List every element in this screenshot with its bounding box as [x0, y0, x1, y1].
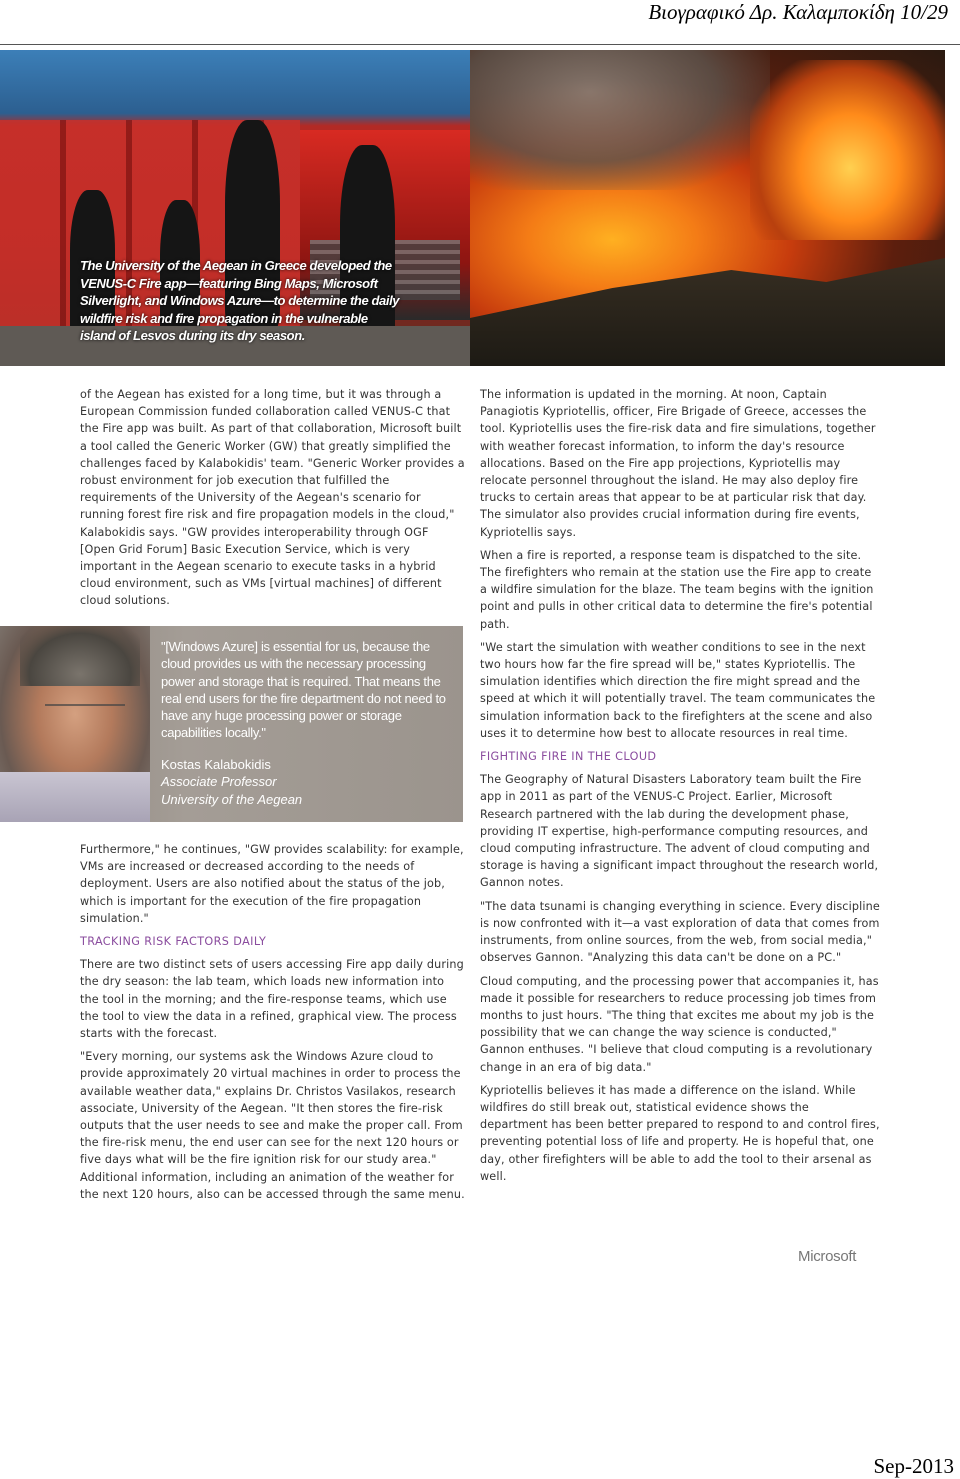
page-header: Βιογραφικό Δρ. Καλαμποκίδη 10/29: [648, 0, 948, 24]
left-column-top: [80, 386, 465, 616]
footer-date: Sep-2013: [873, 1454, 954, 1478]
paragraph: Cloud computing, and the processing power that accompanies it, has made it possible for researchers to reduce processing job times from months to just hours. "The thing that excites me about my job is the possibility that we can change the way science is conducted," Gannon enthuses. "I believe that cloud computing is a revolutionary change in an era of big data.": [480, 974, 879, 1074]
paragraph: The Geography of Natural Disasters Laboratory team built the Fire app in 2011 as part of the VENUS-C Project. Earlier, Microsoft Research partnered with the lab during the development phase, providing IT expertise, high-performance computing resources, and cloud computing infrastructure. The advent of cloud computing and storage is having a significant impact throughout the research world, Gannon notes.: [480, 773, 879, 890]
section-heading: FIGHTING FIRE IN THE CLOUD: [480, 750, 657, 764]
pull-quote: [0, 626, 463, 822]
section-heading: TRACKING RISK FACTORS DAILY: [80, 935, 267, 949]
quote-title: Associate Professor: [161, 774, 277, 790]
paragraph: "We start the simulation with weather conditions to see in the next two hours how far the fire spread will be," states Kypriotellis. The simulation identifies which direction the fire might spread and the speed at which it will potentially travel. The team communicates the simulation information back to the firefighters at the scene and also uses it to determine how best to allocate resources in real time.: [480, 640, 876, 740]
paragraph: of the Aegean has existed for a long time, but it was through a European Commission funded collaboration called VENUS-C that the Fire app was built. As part of that collaboration, Microsoft built a tool called the Generic Worker (GW) that greatly simplified the challenges faced by Kalabokidis' team. "Generic Worker provides a robust environment for job execution that fulfilled the requirements of the University of the Aegean's scenario for running forest fire risk and fire propagation models in the cloud," Kalabokidis says. "GW provides interoperability through OGF [Open Grid Forum] Basic Execution Service, which is very important in the Aegean scenario to execute tasks in a hybrid cloud environment, such as VMs [virtual machines] of different cloud solutions.: [80, 388, 465, 608]
paragraph: When a fire is reported, a response team is dispatched to the site. The firefighters who remain at the station use the Fire app to create a wildfire simulation for the blaze. The team begins with the ignition point and pulls in other critical data to determine the fire's potential path.: [480, 548, 874, 631]
quote-name: Kostas Kalabokidis: [161, 757, 271, 772]
right-column: [480, 386, 880, 1191]
hillside: [470, 246, 945, 366]
paragraph: Furthermore," he continues, "GW provides scalability: for example, VMs are increased or decreased according to the needs of deployment. Users are also notified about the status of the job, which is important for the execution of the fire propagation simulation.": [80, 843, 464, 925]
quote-attribution: [161, 756, 451, 808]
quote-text: "[Windows Azure] is essential for us, because the cloud provides us with the necessary processing power and storage that is required. That means the real end users for the fire department do not need to have any huge processing power or storage capabilities locally.": [161, 639, 446, 741]
microsoft-logo: Microsoft: [798, 1248, 857, 1265]
paragraph: Kypriotellis believes it has made a difference on the island. While wildfires do still break out, statistical evidence shows the department has been better prepared to respond to and control fires, preventing potential loss of life and property. He is hopeful that, one day, other firefighters will be able to add the tool to their arsenal as well.: [480, 1083, 880, 1183]
paragraph: "The data tsunami is changing everything in science. Every discipline is now confronted with it—a vast exploration of data that comes from instruments, from online sources, from the web, from social media," observes Gannon. "Analyzing this data can't be done on a PC.": [480, 899, 880, 965]
smoke: [470, 50, 770, 190]
hair: [20, 626, 140, 686]
shirt: [0, 772, 150, 822]
photo-caption: The University of the Aegean in Greece developed the VENUS-C Fire app—featuring Bing Maps, Microsoft Silverlight, and Windows Azure—to determine the daily wildfire risk and fire propagation in the vulnerable island of Lesvos during its dry season.: [80, 258, 400, 343]
paragraph: "Every morning, our systems ask the Windows Azure cloud to provide approximately 20 virtual machines in order to process the available weather data," explains Dr. Christos Vasilakos, research associate, University of the Aegean. "It then stores the fire-risk outputs that the user needs to see and make the proper call. From the fire-risk menu, the end user can see for the next 120 hours or five days what will be the fire ignition risk for our study area." Additional information, including an animation of the weather for the next 120 hours, also can be accessed through the same menu.: [80, 1050, 465, 1201]
paragraph: There are two distinct sets of users accessing Fire app daily during the dry season: the lab team, which loads new information into the tool in the morning; and the fire-response teams, which use the tool to view the data in a refined, graphical view. The process starts with the forecast.: [80, 958, 464, 1041]
header-divider: [0, 44, 960, 45]
quote-org: University of the Aegean: [161, 791, 303, 807]
portrait-photo: [0, 626, 150, 822]
firefighters-photo: [0, 50, 470, 366]
left-column-bottom: [80, 841, 465, 1209]
wildfire-photo: [470, 50, 945, 366]
flames: [750, 60, 945, 240]
glasses: [45, 704, 125, 726]
paragraph: The information is updated in the morning. At noon, Captain Panagiotis Kypriotellis, officer, Fire Brigade of Greece, accesses the tool. Kypriotellis uses the fire-risk data and fire simulations, together with weather forecast information, to inform the day's resource allocations. Based on the Fire app projections, Kypriotellis may relocate personnel throughout the island. He may also deploy fire trucks to certain areas that appear to be at particular risk that day. The simulator also provides crucial information during fire events, Kypriotellis says.: [480, 388, 876, 539]
